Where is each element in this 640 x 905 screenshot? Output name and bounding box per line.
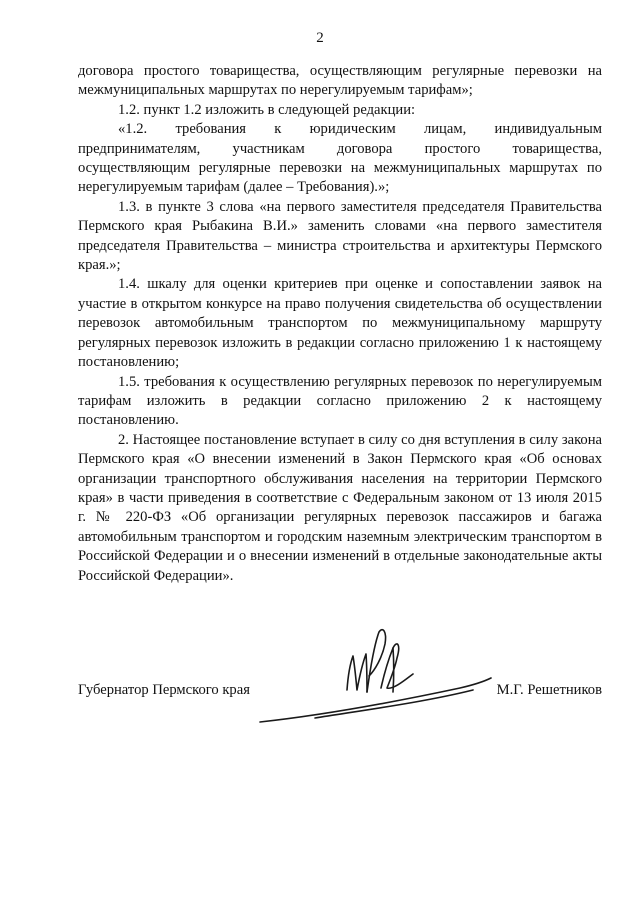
paragraph-1-2-intro: 1.2. пункт 1.2 изложить в следующей редакции:: [118, 101, 416, 118]
document-body: [78, 62, 602, 586]
paragraph-1-4: 1.4. шкалу для оценки критериев при оценке и сопоставлении заявок на участие в открытом конкурсе на право получения свидетельства об осуществлении перевозок автомобильным транспортом по межмуниципальному маршруту регулярных перевозок изложить в редакции согласно приложению 1 к настоящему постановлению;: [78, 276, 602, 371]
handwritten-signature: [255, 618, 495, 733]
paragraph-continuation: договора простого товарищества, осуществляющим регулярные перевозки на межмуниципальных маршрутах по нерегулируемым тарифам»;: [78, 63, 602, 99]
paragraph-1-3: 1.3. в пункте 3 слова «на первого заместителя председателя Правительства Пермского края Рыбакина В.И.» заменить словами «на первого заместителя председателя Правительства – министра строительства и архитектуры Пермского края.»;: [78, 198, 602, 274]
paragraph-2: 2. Настоящее постановление вступает в силу со дня вступления в силу закона Пермского края «О внесении изменений в Закон Пермского края «Об основах организации транспортного обслуживания населения на территории Пермского края» в части приведения в соответствие с Федеральным законом от 13 июля 2015 г. № 220-ФЗ «Об организации регулярных перевозок пассажиров и багажа автомобильным транспортом и городским наземным электрическим транспортом в Российской Федерации и о внесении изменений в отдельные законодательные акты Российской Федерации».: [78, 431, 602, 584]
paragraph-1-5: 1.5. требования к осуществлению регулярных перевозок по нерегулируемым тарифам изложить в редакции согласно приложению 2 к настоящему постановлению.: [78, 373, 602, 429]
signatory-name: М.Г. Решетников: [496, 682, 602, 698]
page-number: 2: [316, 30, 324, 46]
signatory-position: Губернатор Пермского края: [78, 682, 250, 698]
paragraph-1-2-quote: «1.2. требования к юридическим лицам, индивидуальным предпринимателям, участникам договора простого товарищества, осуществляющим регулярные перевозки на межмуниципальных маршрутах по нерегулируемым тарифам (далее – Требования).»;: [78, 121, 602, 196]
